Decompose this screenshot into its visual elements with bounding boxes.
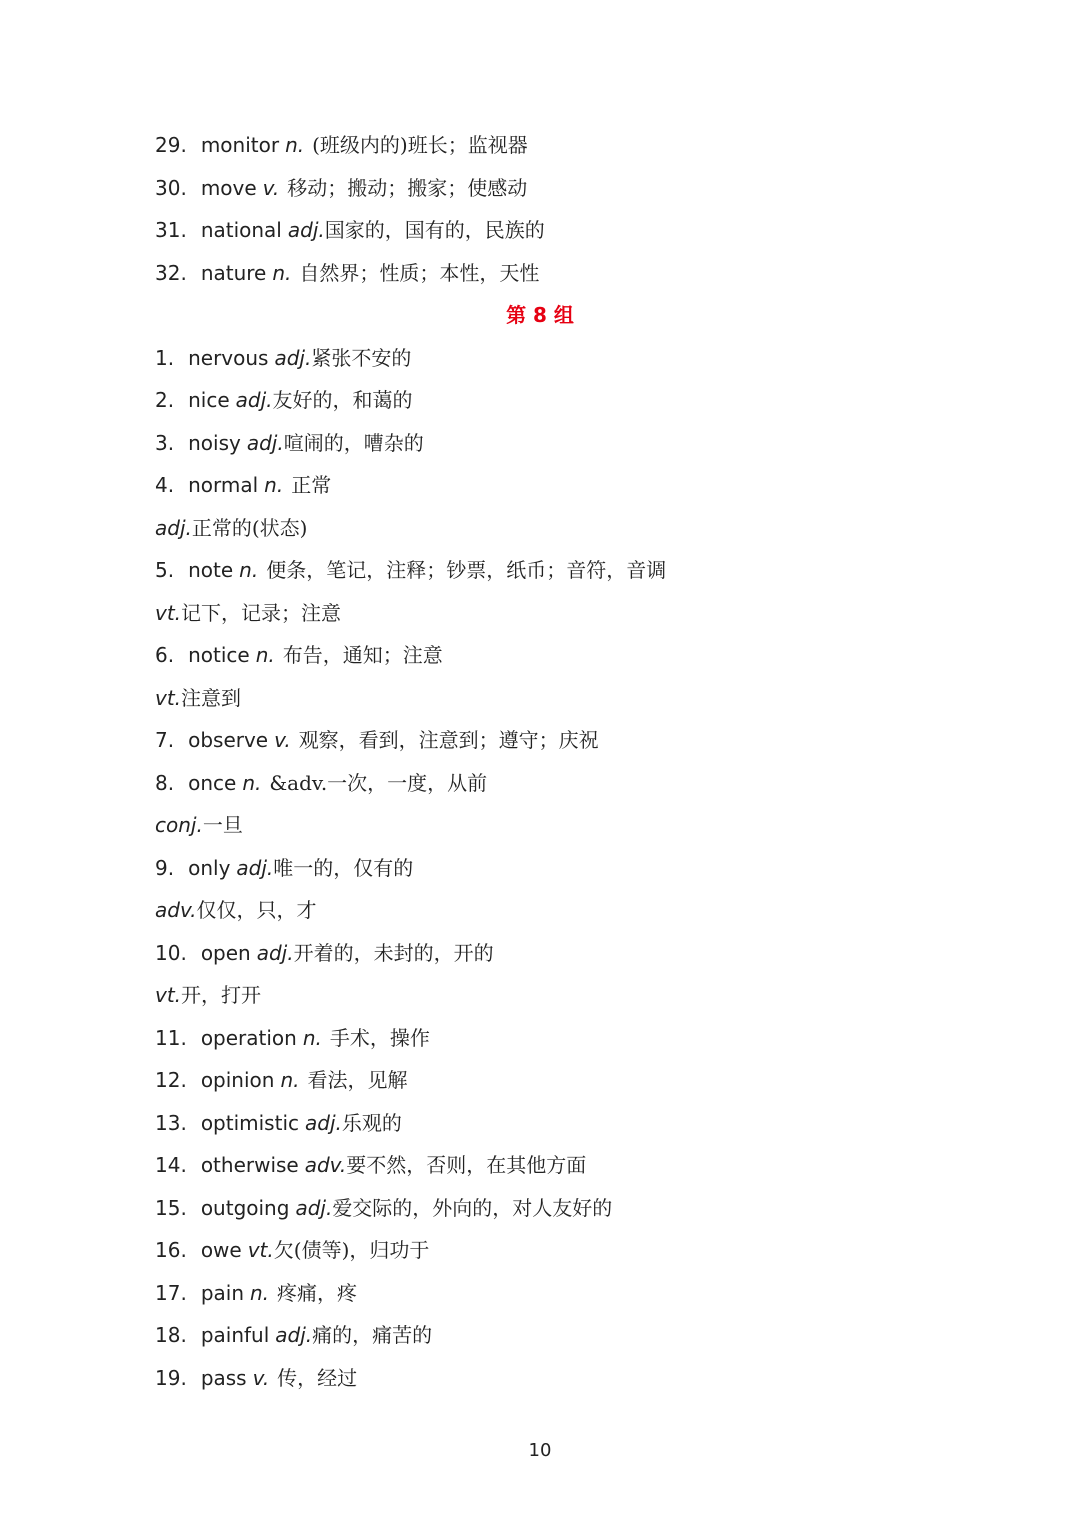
- vocab-entry: [155, 1059, 955, 1102]
- vocabulary-list: [155, 124, 955, 1399]
- entry-word: national: [200, 218, 282, 242]
- entry-part-of-speech: vt.: [155, 600, 182, 625]
- entry-number: 11.: [155, 1025, 187, 1050]
- entry-number: 13.: [155, 1110, 187, 1135]
- entry-part-of-speech: v.: [252, 1365, 270, 1390]
- vocab-entry: [155, 1314, 955, 1357]
- vocab-entry: [155, 549, 955, 592]
- entry-number: 6.: [155, 643, 175, 667]
- entry-part-of-speech: conj.: [155, 813, 203, 837]
- entry-meaning: 乐观的: [341, 1110, 402, 1135]
- entry-word: normal: [188, 473, 259, 497]
- entry-part-of-speech: adj.: [256, 940, 294, 965]
- entry-meaning: 疼痛，疼: [277, 1280, 358, 1305]
- entry-part-of-speech: n.: [239, 558, 259, 582]
- entry-word: open: [200, 940, 251, 965]
- vocab-entry: [155, 1272, 955, 1315]
- vocab-block-group-8: [155, 337, 955, 1400]
- entry-number: 3.: [155, 430, 175, 455]
- entry-number: 19.: [155, 1365, 187, 1390]
- entry-part-of-speech: n.: [302, 1025, 322, 1050]
- vocab-entry: [155, 634, 955, 677]
- entry-meaning: &adv.一次，一度，从前: [269, 770, 488, 795]
- vocab-entry: [155, 1229, 955, 1272]
- entry-meaning: 开着的，未封的，开的: [293, 940, 494, 965]
- entry-part-of-speech: vt.: [247, 1238, 274, 1262]
- entry-part-of-speech: adj.: [246, 430, 284, 455]
- entry-word: monitor: [200, 133, 280, 157]
- entry-word: only: [188, 855, 231, 880]
- entry-part-of-speech: n.: [264, 473, 284, 497]
- entry-number: 8.: [155, 770, 175, 795]
- entry-word: nice: [188, 388, 230, 412]
- entry-meaning: 开，打开: [181, 983, 262, 1007]
- entry-number: 10.: [155, 940, 187, 965]
- entry-meaning: 便条，笔记，注释；钞票，纸币；音符，音调: [266, 558, 667, 582]
- entry-part-of-speech: adj.: [305, 1110, 342, 1135]
- entry-word: operation: [200, 1025, 297, 1050]
- vocab-entry: [155, 1017, 955, 1060]
- entry-meaning: 国家的，国有的，民族的: [324, 218, 545, 242]
- entry-word: pass: [200, 1365, 247, 1390]
- vocab-entry: [155, 762, 955, 805]
- entry-meaning: 布告，通知；注意: [282, 643, 443, 667]
- entry-part-of-speech: n.: [242, 770, 262, 795]
- vocab-entry: [155, 124, 955, 167]
- vocab-entry: [155, 889, 955, 932]
- vocab-entry: [155, 592, 955, 635]
- entry-word: painful: [200, 1323, 270, 1347]
- entry-meaning: 正常: [291, 473, 332, 497]
- entry-word: otherwise: [200, 1153, 299, 1177]
- group-heading: 第 8 组: [506, 303, 574, 327]
- entry-word: pain: [200, 1280, 244, 1305]
- entry-meaning: 要不然，否则，在其他方面: [346, 1153, 587, 1177]
- entry-word: notice: [188, 643, 250, 667]
- entry-meaning: 看法，见解: [307, 1068, 408, 1092]
- entry-meaning: 唯一的，仅有的: [273, 855, 414, 880]
- entry-number: 4.: [155, 473, 175, 497]
- entry-meaning: 欠(债等)，归功于: [273, 1238, 430, 1262]
- vocab-entry: [155, 167, 955, 210]
- entry-meaning: 观察，看到，注意到；遵守；庆祝: [298, 728, 599, 752]
- entry-number: 2.: [155, 388, 175, 412]
- entry-number: 17.: [155, 1280, 187, 1305]
- entry-word: once: [188, 770, 237, 795]
- entry-meaning: 自然界；性质；本性，天性: [299, 260, 540, 285]
- entry-meaning: 痛的，痛苦的: [312, 1323, 433, 1347]
- vocab-entry: [155, 804, 955, 847]
- entry-word: optimistic: [200, 1110, 299, 1135]
- entry-part-of-speech: adj.: [287, 218, 325, 242]
- entry-word: opinion: [200, 1068, 275, 1092]
- entry-meaning: 手术，操作: [329, 1025, 430, 1050]
- entry-number: 1.: [155, 345, 175, 370]
- entry-part-of-speech: n.: [285, 133, 305, 157]
- entry-meaning: 移动；搬动；搬家；使感动: [287, 175, 528, 200]
- entry-meaning: 紧张不安的: [311, 345, 412, 370]
- entry-part-of-speech: n.: [250, 1280, 270, 1305]
- entry-meaning: 仅仅，只，才: [196, 898, 317, 922]
- entry-part-of-speech: vt.: [155, 983, 182, 1007]
- vocab-entry: [155, 932, 955, 975]
- entry-part-of-speech: adj.: [236, 855, 274, 880]
- vocab-entry: [155, 379, 955, 422]
- entry-word: move: [200, 175, 257, 200]
- entry-meaning: 注意到: [181, 685, 242, 710]
- entry-meaning: 一旦: [202, 813, 243, 837]
- entry-part-of-speech: adj.: [274, 345, 312, 370]
- entry-meaning: 记下，记录；注意: [181, 600, 342, 625]
- entry-part-of-speech: v.: [274, 728, 291, 752]
- vocab-entry: [155, 974, 955, 1017]
- entry-word: nature: [200, 260, 267, 285]
- entry-part-of-speech: vt.: [155, 685, 182, 710]
- entry-number: 16.: [155, 1238, 187, 1262]
- entry-number: 18.: [155, 1323, 187, 1347]
- vocab-entry: [155, 464, 955, 507]
- entry-number: 9.: [155, 855, 175, 880]
- entry-number: 30.: [155, 175, 187, 200]
- entry-number: 32.: [155, 260, 187, 285]
- entry-meaning: 正常的(状态): [191, 515, 308, 540]
- entry-word: observe: [188, 728, 269, 752]
- entry-part-of-speech: v.: [262, 175, 280, 200]
- vocab-entry: [155, 1102, 955, 1145]
- entry-part-of-speech: adv.: [304, 1153, 347, 1177]
- vocab-entry: [155, 1144, 955, 1187]
- vocab-entry: [155, 1357, 955, 1400]
- entry-word: outgoing: [200, 1195, 290, 1220]
- entry-number: 7.: [155, 728, 175, 752]
- entry-meaning: 友好的，和蔼的: [272, 388, 413, 412]
- entry-word: nervous: [188, 345, 269, 370]
- entry-word: noisy: [188, 430, 241, 455]
- entry-number: 5.: [155, 558, 175, 582]
- entry-part-of-speech: adj.: [155, 515, 192, 540]
- entry-number: 14.: [155, 1153, 187, 1177]
- entry-number: 12.: [155, 1068, 187, 1092]
- entry-part-of-speech: n.: [255, 643, 275, 667]
- entry-word: note: [188, 558, 234, 582]
- entry-part-of-speech: adv.: [155, 898, 197, 922]
- vocab-entry: [155, 252, 955, 295]
- entry-meaning: 爱交际的，外向的，对人友好的: [332, 1195, 613, 1220]
- entry-word: owe: [200, 1238, 242, 1262]
- vocab-entry: [155, 507, 955, 550]
- entry-number: 15.: [155, 1195, 187, 1220]
- entry-part-of-speech: adj.: [275, 1323, 313, 1347]
- entry-part-of-speech: adj.: [295, 1195, 333, 1220]
- vocab-entry: [155, 719, 955, 762]
- vocab-entry: [155, 677, 955, 720]
- page-number: 10: [528, 1440, 552, 1461]
- vocab-entry: [155, 337, 955, 380]
- entry-meaning: (班级内的)班长；监视器: [312, 133, 528, 157]
- vocab-entry: [155, 1187, 955, 1230]
- vocab-entry: [155, 847, 955, 890]
- entry-part-of-speech: adj.: [235, 388, 273, 412]
- entry-part-of-speech: n.: [280, 1068, 300, 1092]
- vocab-entry: [155, 209, 955, 252]
- entry-number: 29.: [155, 133, 187, 157]
- vocab-entry: [155, 422, 955, 465]
- entry-number: 31.: [155, 218, 187, 242]
- entry-part-of-speech: n.: [272, 260, 292, 285]
- entry-meaning: 传，经过: [277, 1365, 358, 1390]
- vocab-block-previous-group: [155, 124, 955, 294]
- entry-meaning: 喧闹的，嘈杂的: [283, 430, 424, 455]
